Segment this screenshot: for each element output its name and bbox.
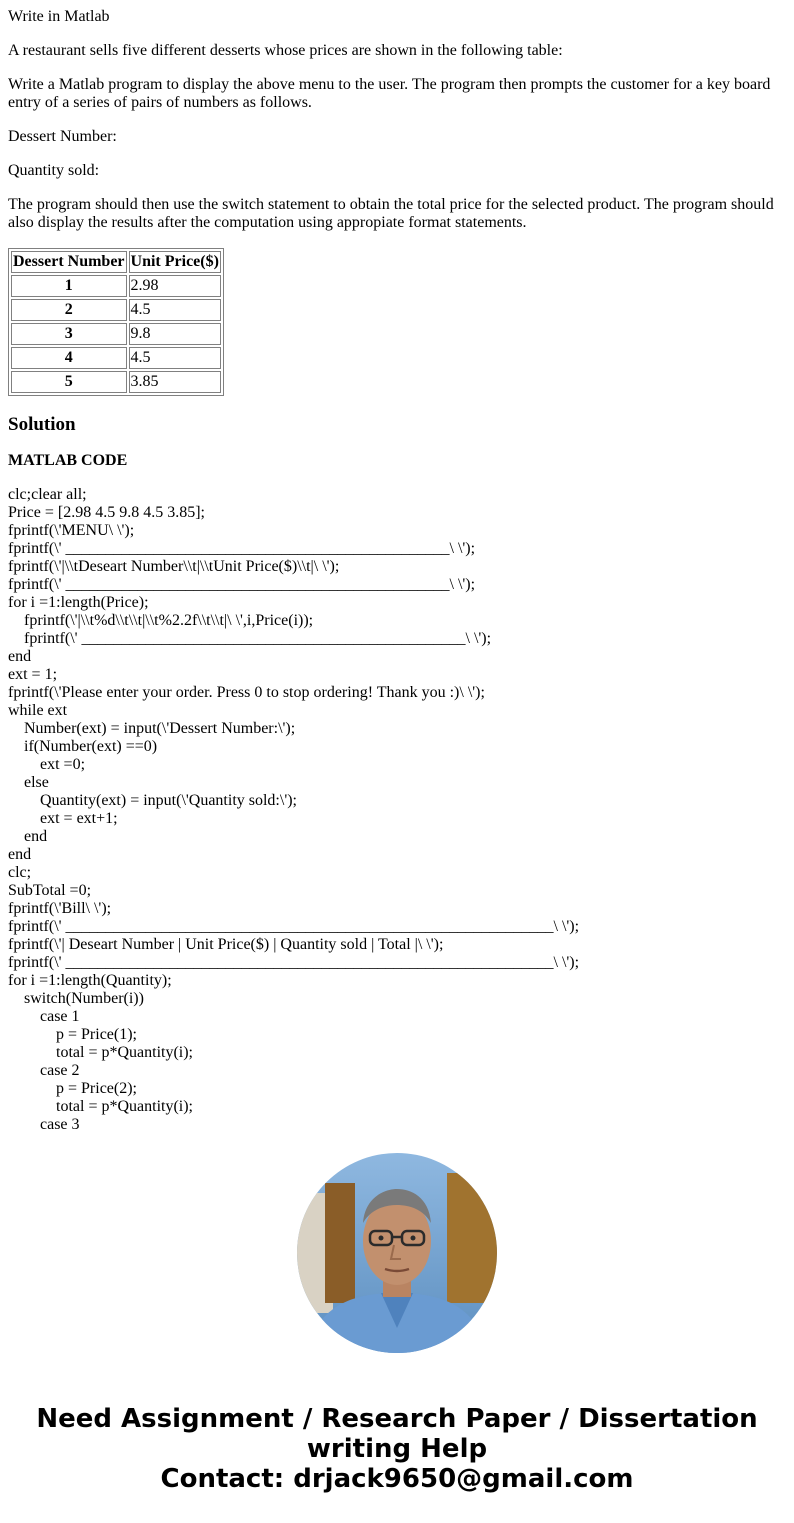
question-intro: A restaurant sells five different desserts whose prices are shown in the following table: — [8, 42, 563, 59]
dessert-number-cell: 1 — [11, 275, 127, 297]
unit-price-cell: 9.8 — [129, 323, 221, 345]
code-line: fprintf(\'Please enter your order. Press 0 to stop ordering! Thank you :)\ \'); — [8, 684, 485, 701]
matlab-code-heading: MATLAB CODE — [8, 452, 128, 469]
question-title: Write in Matlab — [8, 8, 110, 25]
code-line: while ext — [8, 702, 68, 719]
unit-price-cell: 4.5 — [129, 299, 221, 321]
code-line: fprintf(\' ________________________________________________\ \'); — [8, 540, 476, 557]
code-line: clc; — [8, 864, 32, 881]
code-line: fprintf(\'|\\t%d\\t\\t|\\t%2.2f\\t\\t|\ \',i,Price(i)); — [24, 612, 314, 629]
code-line: fprintf(\'Bill\ \'); — [8, 900, 112, 917]
code-line: case 3 — [40, 1116, 80, 1133]
prompt-dessert-number: Dessert Number: — [8, 128, 117, 145]
code-line: fprintf(\' ________________________________________________\ \'); — [8, 576, 476, 593]
matlab-code-block — [8, 486, 786, 1134]
code-line: SubTotal =0; — [8, 882, 92, 899]
code-line: p = Price(1); — [56, 1026, 137, 1043]
code-line: case 2 — [40, 1062, 80, 1079]
code-line: total = p*Quantity(i); — [56, 1044, 193, 1061]
prompt-quantity-sold: Quantity sold: — [8, 162, 100, 179]
code-line: fprintf(\' ________________________________________________\ \'); — [24, 630, 492, 647]
code-line: fprintf(\'MENU\ \'); — [8, 522, 135, 539]
code-line: p = Price(2); — [56, 1080, 137, 1097]
column-header: Unit Price($) — [129, 251, 221, 273]
avatar — [297, 1153, 497, 1353]
ad-contact: Contact: drjack9650@gmail.com — [160, 1464, 634, 1494]
code-line: clc;clear all; — [8, 486, 87, 503]
code-line: fprintf(\' _____________________________________________________________\ \'); — [8, 954, 580, 971]
table-row — [11, 371, 221, 393]
table-header-row — [11, 251, 221, 273]
table-row — [11, 323, 221, 345]
code-line: ext =0; — [40, 756, 86, 773]
code-line: Quantity(ext) = input(\'Quantity sold:\'); — [40, 792, 297, 809]
code-line: end — [8, 648, 32, 665]
help-advertisement — [0, 1404, 794, 1494]
table-row — [11, 275, 221, 297]
code-line: end — [8, 846, 32, 863]
column-header: Dessert Number — [11, 251, 127, 273]
code-line: fprintf(\'| Deseart Number | Unit Price($) | Quantity sold | Total |\ \'); — [8, 936, 444, 953]
code-line: for i =1:length(Quantity); — [8, 972, 172, 989]
question-task: Write a Matlab program to display the above menu to the user. The program then prompts the customer for a key board entry of a series of pairs of numbers as follows. — [8, 76, 771, 111]
table-row — [11, 299, 221, 321]
code-line: total = p*Quantity(i); — [56, 1098, 193, 1115]
unit-price-cell: 2.98 — [129, 275, 221, 297]
code-line: else — [24, 774, 49, 791]
code-line: if(Number(ext) ==0) — [24, 738, 158, 755]
unit-price-cell: 4.5 — [129, 347, 221, 369]
table-row — [11, 347, 221, 369]
code-line: ext = ext+1; — [40, 810, 118, 827]
code-line: end — [24, 828, 48, 845]
dessert-number-cell: 2 — [11, 299, 127, 321]
code-line: switch(Number(i)) — [24, 990, 144, 1007]
dessert-number-cell: 3 — [11, 323, 127, 345]
code-line: case 1 — [40, 1008, 80, 1025]
code-line: ext = 1; — [8, 666, 58, 683]
dessert-number-cell: 4 — [11, 347, 127, 369]
dessert-price-table — [8, 248, 224, 396]
code-line: Price = [2.98 4.5 9.8 4.5 3.85]; — [8, 504, 205, 521]
question-requirement: The program should then use the switch statement to obtain the total price for the selected product. The program should also display the results after the computation using appropiate format statements. — [8, 196, 774, 231]
code-line: fprintf(\' _____________________________________________________________\ \'); — [8, 918, 580, 935]
code-line: fprintf(\'|\\tDeseart Number\\t|\\tUnit Price($)\\t|\ \'); — [8, 558, 340, 575]
code-line: for i =1:length(Price); — [8, 594, 149, 611]
solution-heading: Solution — [8, 414, 76, 435]
person-portrait-icon — [297, 1153, 497, 1353]
ad-line: Need Assignment / Research Paper / Dissertation — [36, 1404, 758, 1434]
ad-line: writing Help — [306, 1434, 488, 1464]
dessert-number-cell: 5 — [11, 371, 127, 393]
unit-price-cell: 3.85 — [129, 371, 221, 393]
code-line: Number(ext) = input(\'Dessert Number:\'); — [24, 720, 296, 737]
